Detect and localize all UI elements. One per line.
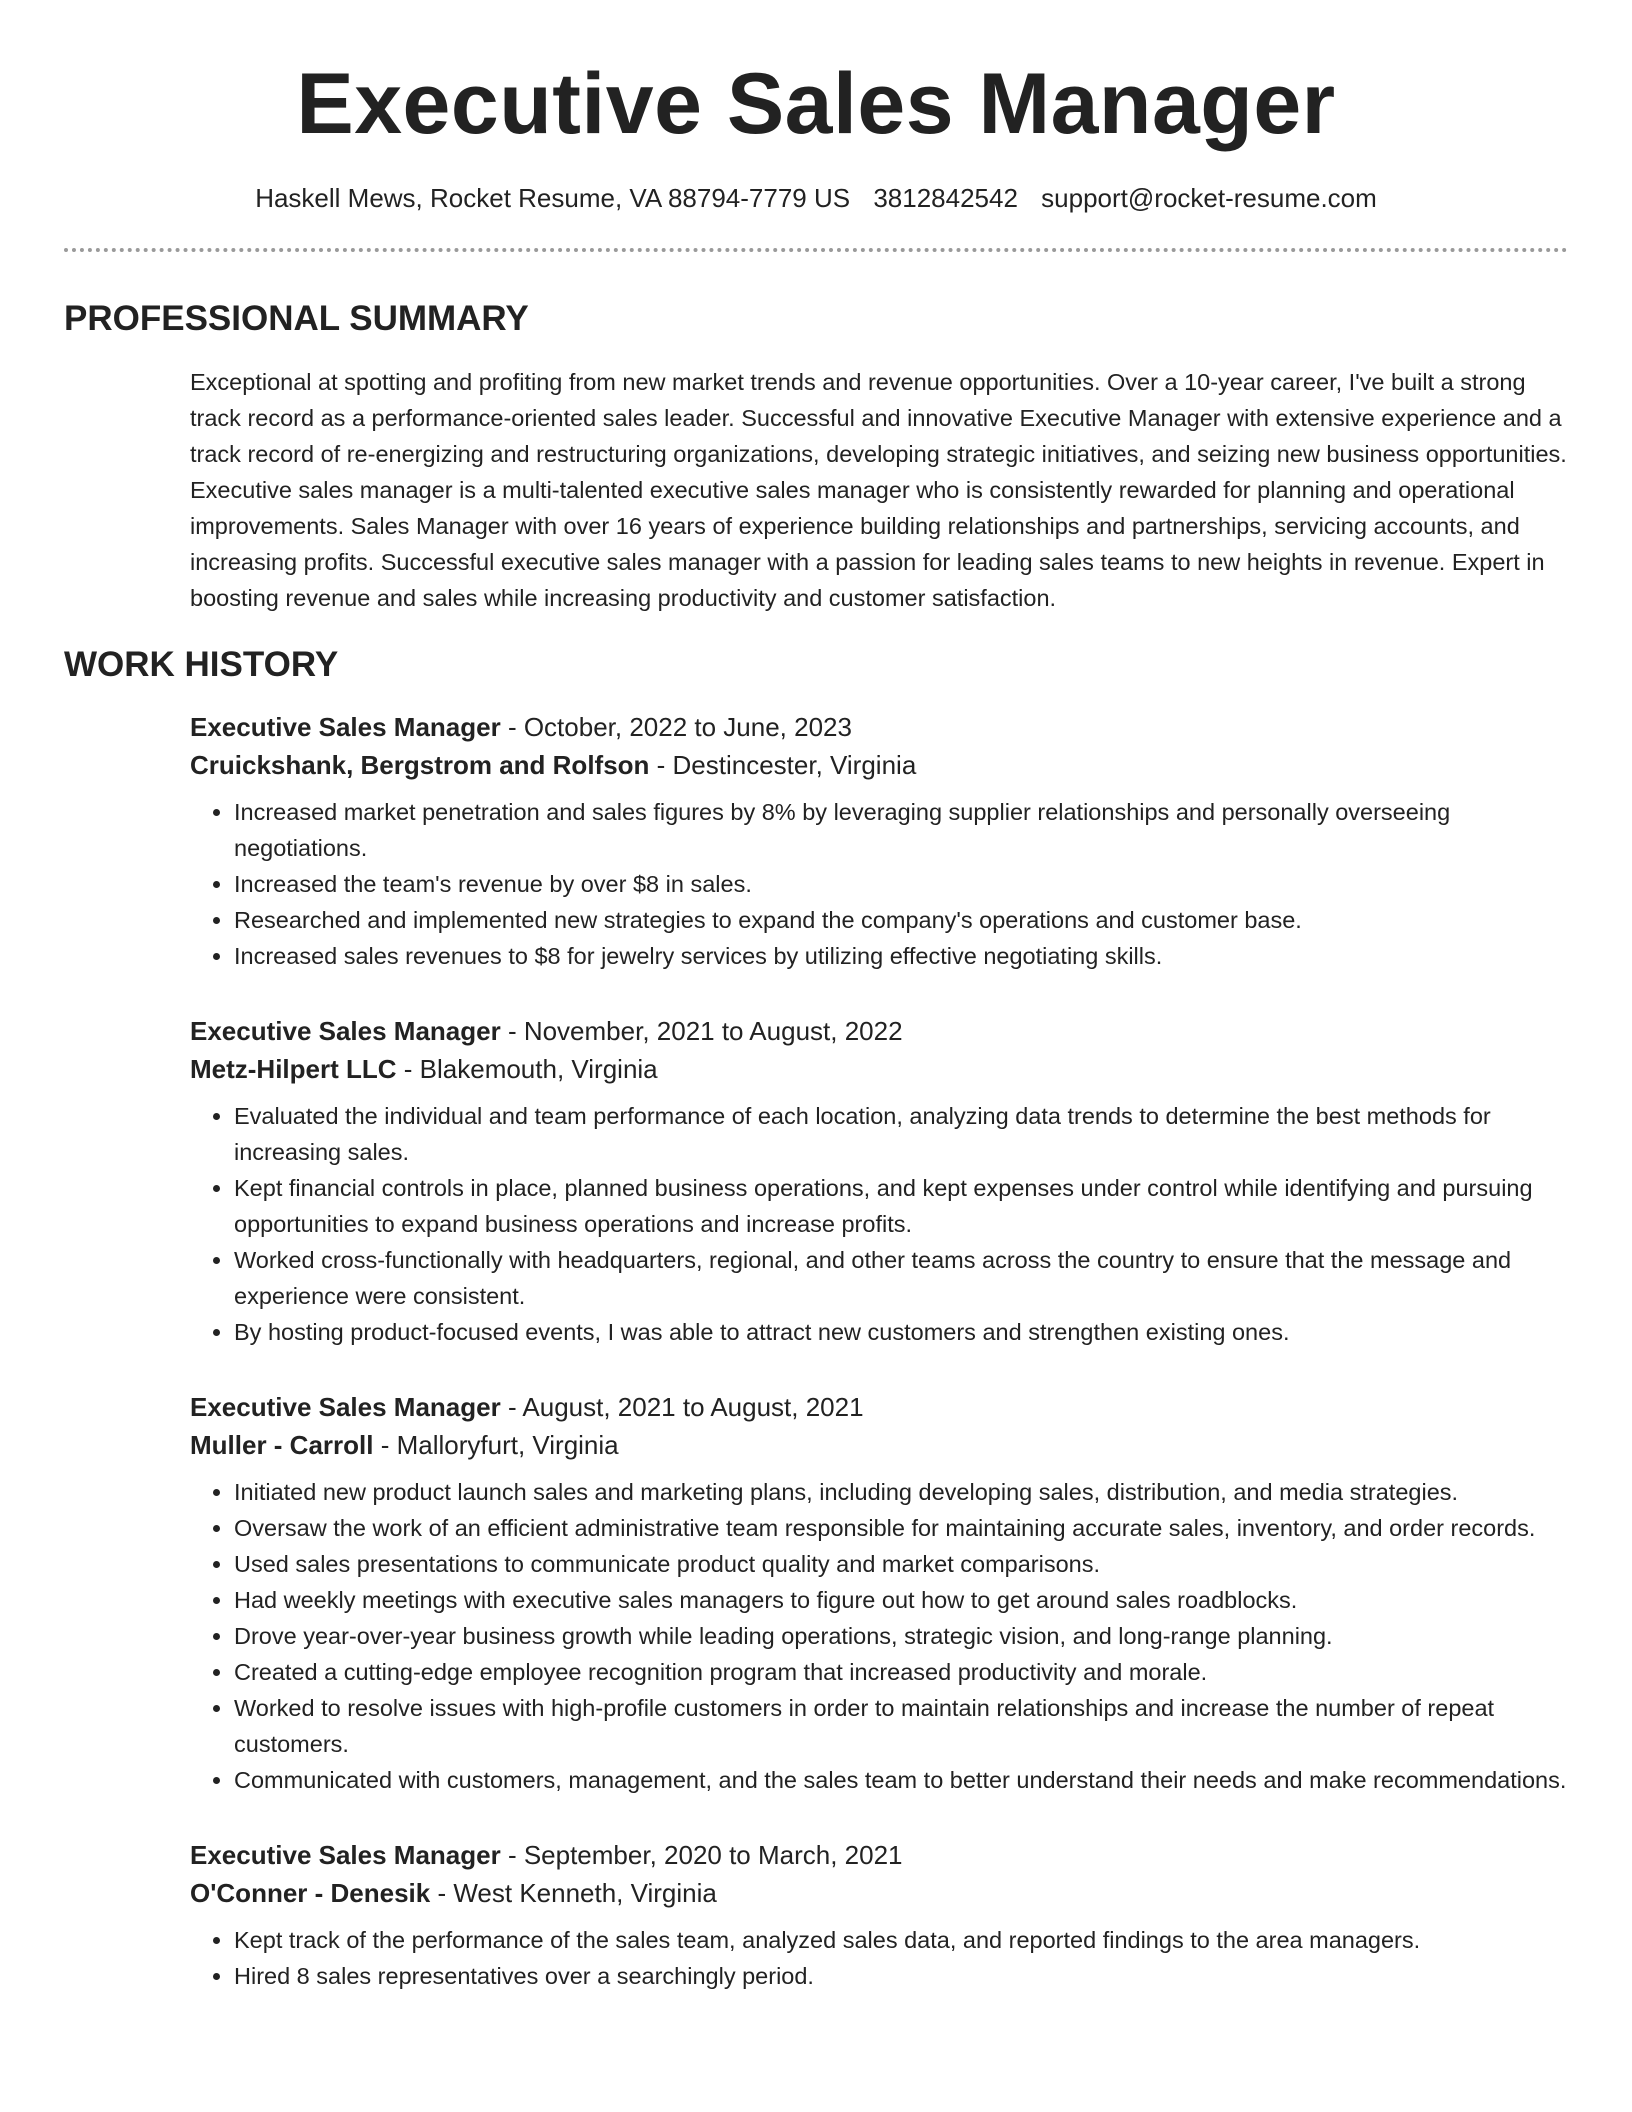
job-bullet: • Oversaw the work of an efficient administrative team responsible for maintaining accurate sales, inventory, and order records.: [234, 1510, 1568, 1546]
work-history-list: [64, 708, 1568, 1994]
job-bullet: • Initiated new product launch sales and marketing plans, including developing sales, distribution, and media strategies.: [234, 1474, 1568, 1510]
job-role-line: [190, 1388, 1568, 1426]
job-bullets: [190, 1474, 1568, 1798]
job-bullet: • Kept track of the performance of the sales team, analyzed sales data, and reported findings to the area managers.: [234, 1922, 1568, 1958]
job-bullet: • Used sales presentations to communicate product quality and market comparisons.: [234, 1546, 1568, 1582]
job-company: Muller - Carroll: [190, 1430, 374, 1460]
job-bullet: • Created a cutting-edge employee recognition program that increased productivity and morale.: [234, 1654, 1568, 1690]
job-role: Executive Sales Manager: [190, 712, 501, 742]
job-bullets: [190, 1922, 1568, 1994]
job-dates: - November, 2021 to August, 2022: [500, 1016, 903, 1046]
job-role-line: [190, 1012, 1568, 1050]
contact-address: Haskell Mews, Rocket Resume, VA 88794-7779 US: [255, 183, 851, 213]
job-bullet: • By hosting product-focused events, I was able to attract new customers and strengthen existing ones.: [234, 1314, 1568, 1350]
header-divider: [64, 248, 1568, 252]
resume-page: [64, 0, 1568, 1994]
job-bullet: • Communicated with customers, management, and the sales team to better understand their needs and make recommendations.: [234, 1762, 1568, 1798]
job-entry: [190, 708, 1568, 974]
job-company-line: [190, 1050, 1568, 1088]
job-role: Executive Sales Manager: [190, 1392, 501, 1422]
job-role: Executive Sales Manager: [190, 1840, 501, 1870]
job-dates: - September, 2020 to March, 2021: [500, 1840, 903, 1870]
job-bullets: [190, 794, 1568, 974]
section-title-work-history: WORK HISTORY: [64, 645, 339, 684]
job-company-line: [190, 1874, 1568, 1912]
job-company-line: [190, 746, 1568, 784]
job-bullet: • Researched and implemented new strategies to expand the company's operations and customer base.: [234, 902, 1568, 938]
job-location: - Blakemouth, Virginia: [396, 1054, 658, 1084]
job-role-line: [190, 708, 1568, 746]
job-bullet: • Increased market penetration and sales figures by 8% by leveraging supplier relationships and personally overseeing negotiations.: [234, 794, 1568, 866]
job-bullet: • Evaluated the individual and team performance of each location, analyzing data trends to determine the best methods for increasing sales.: [234, 1098, 1568, 1170]
job-company-line: [190, 1426, 1568, 1464]
job-bullet: • Drove year-over-year business growth while leading operations, strategic vision, and long-range planning.: [234, 1618, 1568, 1654]
resume-name: Executive Sales Manager: [296, 56, 1336, 152]
contact-phone: 3812842542: [873, 183, 1018, 213]
contact-line: [64, 182, 1568, 214]
job-company: Cruickshank, Bergstrom and Rolfson: [190, 750, 650, 780]
summary-text: Exceptional at spotting and profiting from new market trends and revenue opportunities. Over a 10-year career, I've built a strong track record as a performance-oriented sales leader. Successful and innovative Executive Manager with extensive experience and a track record of re-energizing and restructuring organizations, developing strategic initiatives, and seizing new business opportunities. Executive sales manager is a multi-talented executive sales manager who is consistently rewarded for planning and operational improvements. Sales Manager with over 16 years of experience building relationships and partnerships, servicing accounts, and increasing profits. Successful executive sales manager with a passion for leading sales teams to new heights in revenue. Expert in boosting revenue and sales while increasing productivity and customer satisfaction.: [190, 369, 1567, 611]
contact-email: support@rocket-resume.com: [1041, 183, 1377, 213]
job-dates: - October, 2022 to June, 2023: [500, 712, 852, 742]
job-role-line: [190, 1836, 1568, 1874]
job-bullet: • Worked to resolve issues with high-profile customers in order to maintain relationships and increase the number of repeat customers.: [234, 1690, 1568, 1762]
job-company: Metz-Hilpert LLC: [190, 1054, 397, 1084]
job-entry: [190, 1388, 1568, 1798]
job-bullet: • Hired 8 sales representatives over a searchingly period.: [234, 1958, 1568, 1994]
job-bullets: [190, 1098, 1568, 1350]
job-location: - Destincester, Virginia: [649, 750, 917, 780]
job-bullet: • Had weekly meetings with executive sales managers to figure out how to get around sales roadblocks.: [234, 1582, 1568, 1618]
job-location: - West Kenneth, Virginia: [430, 1878, 717, 1908]
job-location: - Malloryfurt, Virginia: [373, 1430, 619, 1460]
job-entry: [190, 1012, 1568, 1350]
job-role: Executive Sales Manager: [190, 1016, 501, 1046]
job-bullet: • Kept financial controls in place, planned business operations, and kept expenses under control while identifying and pursuing opportunities to expand business operations and increase profits.: [234, 1170, 1568, 1242]
job-bullet: • Worked cross-functionally with headquarters, regional, and other teams across the country to ensure that the message and experience were consistent.: [234, 1242, 1568, 1314]
job-bullet: • Increased sales revenues to $8 for jewelry services by utilizing effective negotiating skills.: [234, 938, 1568, 974]
job-company: O'Conner - Denesik: [190, 1878, 431, 1908]
section-title-summary: PROFESSIONAL SUMMARY: [64, 299, 529, 338]
job-dates: - August, 2021 to August, 2021: [500, 1392, 864, 1422]
job-bullet: • Increased the team's revenue by over $8 in sales.: [234, 866, 1568, 902]
job-entry: [190, 1836, 1568, 1994]
